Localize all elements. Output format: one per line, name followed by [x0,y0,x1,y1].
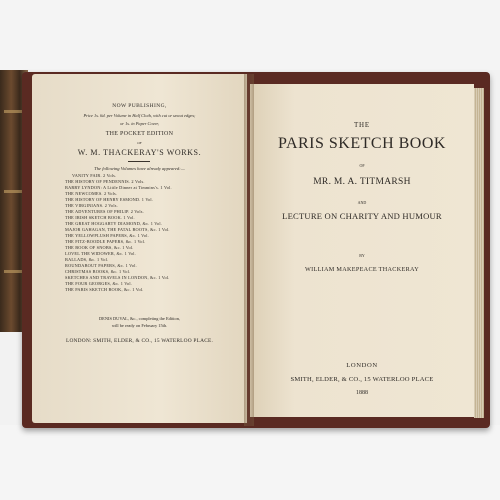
imprint-publisher: SMITH, ELDER, & CO., 15 WATERLOO PLACE [290,376,434,383]
left-imprint: LONDON: SMITH, ELDER, & CO., 15 WATERLOO PLACE. [65,338,214,344]
volume-item: THE VIRGINIANS. 2 Vols. [65,203,118,208]
book-title: PARIS SKETCH BOOK [278,135,446,152]
publishing-heading: NOW PUBLISHING, [112,103,167,109]
price-line-1: Price 1s. 6d. per Volume in Half Cloth, with cut or uncut edges; [83,113,196,118]
works-heading: W. M. THACKERAY'S WORKS. [77,148,202,157]
background-top [0,0,500,70]
volume-item: THE FOUR GEORGES, &c. 1 Vol. [65,281,133,286]
volume-item: THE PARIS SKETCH BOOK, &c. 1 Vol. [65,287,144,292]
volume-item: THE IRISH SKETCH BOOK. 1 Vol. [65,215,135,220]
volume-item: THE HISTORY OF PENDENNIS. 2 Vols. [65,179,145,184]
volume-item: THE GREAT HOGGARTY DIAMOND, &c. 1 Vol. [65,221,163,226]
volume-item: LOVEL THE WIDOWER, &c. 1 Vol. [65,251,136,256]
pocket-edition: THE POCKET EDITION [105,131,174,137]
volume-item: THE HISTORY OF HENRY ESMOND. 1 Vol. [65,197,154,202]
volume-item: VANITY FAIR. 2 Vols. [72,173,117,178]
volume-item: MAJOR GAHAGAN, THE FATAL BOOTS, &c. 1 Vol. [65,227,170,232]
volume-item: SKETCHES AND TRAVELS IN LONDON, &c. 1 Vol. [65,275,170,280]
divider [128,161,150,162]
background-bottom [0,425,500,500]
volume-item: THE FITZ-BOODLE PAPERS, &c. 1 Vol. [65,239,146,244]
title-and: AND [357,200,367,205]
price-line-2: or 1s. in Paper Cover, [120,121,159,126]
volume-item: CHRISTMAS BOOKS, &c. 1 Vol. [65,269,131,274]
spine-band [4,190,24,193]
volume-item: BALLADS, &c. 1 Vol. [65,257,109,262]
volume-item: BARRY LYNDON: A Little Dinner at Timmins's. 1 Vol. [65,185,172,190]
author-name: WILLIAM MAKEPEACE THACKERAY [305,266,419,273]
author-alias: MR. M. A. TITMARSH [313,177,411,187]
imprint-city: LONDON [346,362,378,369]
imprint-year: 1888 [356,390,368,396]
spine-band [4,110,24,113]
title-by: BY [359,253,365,258]
list-intro: The following Volumes have already appeared:— [94,166,185,171]
volume-item: ROUNDABOUT PAPERS, &c. 1 Vol. [65,263,137,268]
book-subtitle: LECTURE ON CHARITY AND HUMOUR [282,211,442,221]
title-the: THE [353,121,370,129]
page-edges [474,88,484,418]
volume-item: THE YELLOWPLUSH PAPERS, &c. 1 Vol. [65,233,149,238]
volume-item: THE ADVENTURES OF PHILIP. 2 Vols. [65,209,144,214]
volume-item: THE BOOK OF SNOBS, &c. 1 Vol. [65,245,134,250]
volume-item: THE NEWCOMES. 2 Vols. [65,191,118,196]
spine-band [4,270,24,273]
closing-line-2: will be ready on February 15th. [111,323,168,328]
title-of: OF [359,163,365,168]
of-label: OF [137,141,142,145]
closing-line-1: DENIS DUVAL, &c., completing the Edition, [98,316,180,321]
